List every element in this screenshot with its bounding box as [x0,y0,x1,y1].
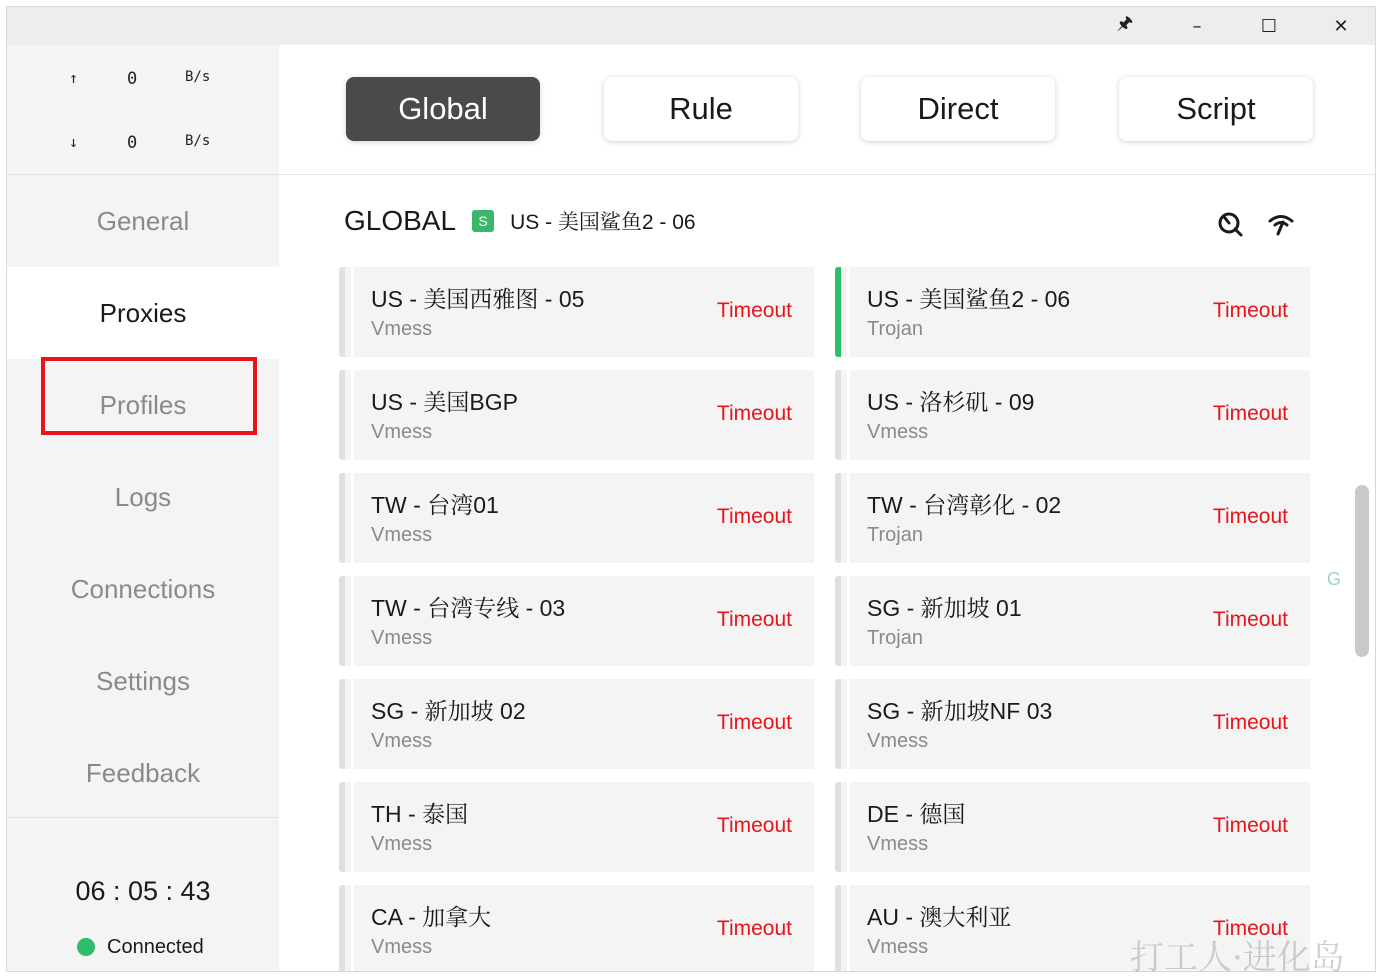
download-speed [69,133,249,157]
download-unit: B/s [185,133,211,149]
proxy-type: Vmess [371,833,433,855]
proxy-type: Vmess [371,421,433,443]
proxy-type: Vmess [371,318,433,340]
proxy-delay[interactable]: Timeout [1212,299,1288,322]
side-letter: G [1327,569,1342,589]
proxy-delay[interactable]: Timeout [716,711,792,734]
proxy-name: SG - 新加坡 01 [867,595,1022,621]
proxy-type: Vmess [371,936,433,958]
sidebar [7,45,279,972]
proxy-type: Vmess [867,936,929,958]
upload-speed [69,69,249,93]
proxy-delay[interactable]: Timeout [1212,711,1288,734]
proxy-type: Trojan [867,627,923,649]
proxy-name: TW - 台湾彰化 - 02 [867,492,1062,518]
proxy-card[interactable] [339,473,814,563]
proxy-name: TH - 泰国 [371,801,469,827]
proxy-type: Vmess [867,421,929,443]
profiles-highlight-box [41,357,257,435]
download-value: 0 [127,133,138,153]
proxy-name: US - 美国西雅图 - 05 [371,286,585,312]
main-panel [279,45,1376,972]
maximize-button[interactable]: ☐ [1260,15,1278,37]
proxy-card-body [351,576,814,666]
wifi-icon[interactable] [1266,209,1296,239]
proxy-type: Trojan [867,318,923,340]
proxy-type: Vmess [371,627,433,649]
download-arrow-icon: ↓ [69,133,79,151]
proxy-group-header [344,203,696,239]
status-dot-icon [77,938,95,956]
proxy-card-body [351,679,814,769]
proxy-type: Vmess [371,524,433,546]
close-button[interactable]: ✕ [1333,15,1349,37]
upload-unit: B/s [185,69,211,85]
proxy-name: SG - 新加坡 02 [371,698,526,724]
sidebar-item-logs[interactable]: Logs [114,481,172,512]
connection-status [77,934,204,960]
group-selected-proxy: US - 美国鲨鱼2 - 06 [510,211,696,234]
proxy-card[interactable] [835,679,1310,769]
proxy-card[interactable] [339,576,814,666]
proxy-card[interactable] [339,267,814,357]
proxy-delay[interactable]: Timeout [1212,505,1288,528]
proxy-type: Vmess [867,730,929,752]
mode-direct-button[interactable]: Direct [861,77,1055,141]
proxy-card[interactable] [835,473,1310,563]
minimize-button[interactable]: – [1192,15,1202,37]
proxy-card[interactable] [339,782,814,872]
proxy-name: CA - 加拿大 [371,904,492,930]
proxy-delay[interactable]: Timeout [716,814,792,837]
sidebar-item-feedback[interactable]: Feedback [85,757,201,788]
proxy-card-body [351,267,814,357]
proxy-card-body [351,885,814,972]
watermark-text: 打工人·进化岛 [1130,938,1345,978]
upload-value: 0 [127,69,138,89]
sidebar-item-profiles[interactable]: Profiles [99,389,187,420]
mode-selector [279,45,1376,175]
proxy-delay[interactable]: Timeout [1212,608,1288,631]
proxy-delay[interactable]: Timeout [716,608,792,631]
proxy-name: TW - 台湾专线 - 03 [371,595,566,621]
proxy-delay[interactable]: Timeout [1212,814,1288,837]
traffic-meter [7,45,279,175]
app-window [6,6,1376,972]
proxy-name: US - 美国BGP [371,389,518,415]
proxy-card[interactable] [835,576,1310,666]
proxy-card[interactable] [339,370,814,460]
upload-arrow-icon: ↑ [69,69,79,87]
proxy-delay[interactable]: Timeout [1212,917,1288,940]
sidebar-item-connections[interactable]: Connections [70,573,216,604]
proxy-name: AU - 澳大利亚 [867,904,1012,930]
proxy-card[interactable] [339,885,814,972]
group-name: GLOBAL [344,205,457,236]
proxy-delay[interactable]: Timeout [716,299,792,322]
sidebar-item-settings[interactable]: Settings [96,665,190,696]
sidebar-item-proxies[interactable]: Proxies [7,267,279,359]
proxy-name: SG - 新加坡NF 03 [867,698,1053,724]
sidebar-item-general[interactable]: General [96,205,190,236]
proxy-card[interactable] [835,267,1310,357]
proxy-delay[interactable]: Timeout [716,402,792,425]
uptime-clock: 06 : 05 : 43 [75,876,211,906]
proxy-name: DE - 德国 [867,801,966,827]
scrollbar-thumb[interactable] [1355,485,1369,657]
proxy-delay[interactable]: Timeout [716,917,792,940]
proxy-name: TW - 台湾01 [371,492,499,518]
speed-test-icon[interactable] [1216,209,1246,239]
group-type-badge: S [472,210,494,232]
proxy-card[interactable] [339,679,814,769]
proxy-card-body [847,679,1310,769]
proxy-card-body [351,473,814,563]
title-bar [7,7,1375,45]
proxy-card-body [847,473,1310,563]
proxy-delay[interactable]: Timeout [716,505,792,528]
proxy-type: Vmess [371,730,433,752]
proxy-delay[interactable]: Timeout [1212,402,1288,425]
mode-script-button[interactable]: Script [1119,77,1313,141]
mode-global-button[interactable]: Global [346,77,540,141]
proxy-type: Trojan [867,524,923,546]
proxy-card-body [847,782,1310,872]
proxy-type: Vmess [867,833,929,855]
proxy-name: US - 洛杉矶 - 09 [867,389,1035,415]
proxy-card-body [351,782,814,872]
sidebar-footer [7,817,279,972]
pin-icon[interactable]: 🖈 [1116,13,1134,34]
mode-rule-button[interactable]: Rule [604,77,798,141]
proxy-card-body [847,576,1310,666]
proxy-card[interactable] [835,782,1310,872]
proxy-card-body [351,370,814,460]
proxy-card-body [847,370,1310,460]
proxy-card[interactable] [835,370,1310,460]
status-label: Connected [107,935,204,958]
proxy-card-body [847,267,1310,357]
proxy-name: US - 美国鲨鱼2 - 06 [867,286,1071,312]
